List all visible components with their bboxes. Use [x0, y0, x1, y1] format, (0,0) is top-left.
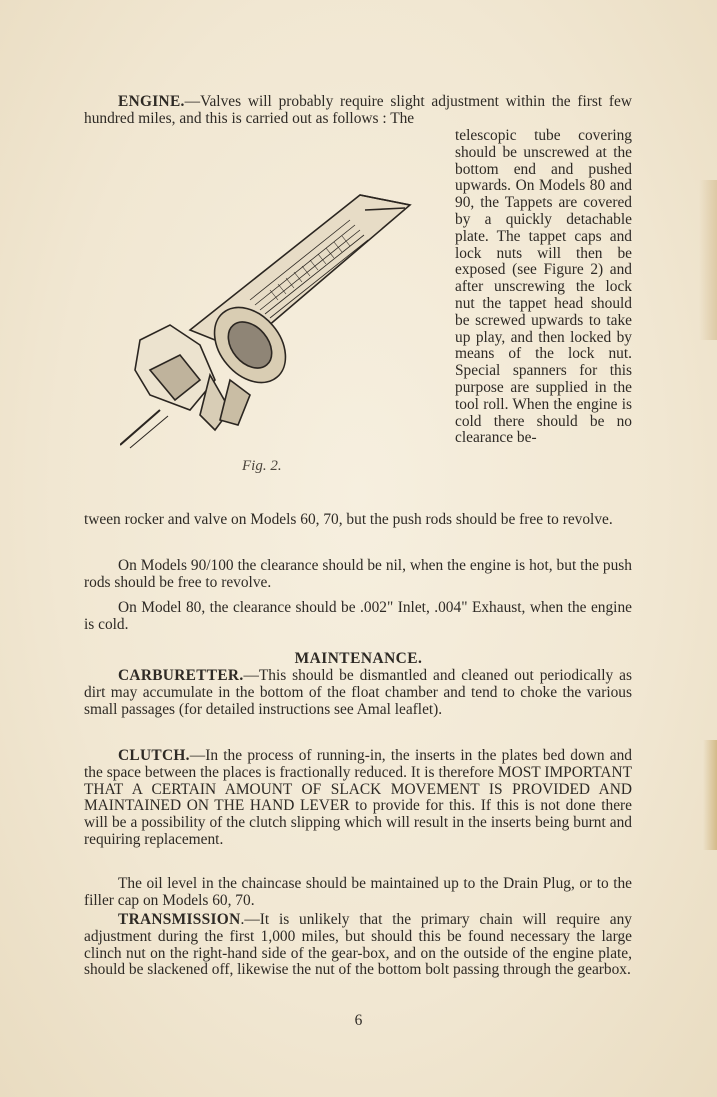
transmission-section — [84, 912, 632, 979]
clutch-text: —In the process of running-in, the inserts in the plates bed down and the space between the places is fractionally reduced. It is therefore MOST IMPORTANT THAT A CERTAIN AMOUNT OF SLACK MOVEMENT IS PROVIDED AND MAINTAINED ON THE HAND LEVER to provide for this. If this is not done there will be a possibility of the clutch slipping which will result in the inserts being burnt and requiring replacement. — [84, 747, 632, 848]
maintenance-title: MAINTENANCE. — [294, 650, 423, 667]
figure-caption: Fig. 2. — [242, 458, 282, 474]
carburetter-heading: CARBURETTER. — [118, 667, 244, 684]
clutch-para2 — [84, 876, 632, 910]
carburetter-section — [84, 668, 632, 718]
paper-stain — [699, 180, 717, 340]
engine-lead: —Valves will probably require slight adjustment within the first few hundred miles, and this is carried out as follows : The — [84, 93, 632, 127]
transmission-text: .—It is unlikely that the primary chain will require any adjustment during the first 1,000 miles, but should this be found necessary the large clinch nut on the right-hand side of the gear-box, and on the outside of the engine plate, should be slackened off, likewise the nut of the bottom bolt passing through the gearbox. — [84, 911, 632, 979]
engine-tail — [84, 512, 632, 529]
transmission-heading: TRANSMISSION — [118, 911, 241, 928]
engine-para2-text: On Models 90/100 the clearance should be nil, when the engine is hot, but the push rods should be free to revolve. — [84, 557, 632, 591]
clutch-section — [84, 748, 632, 849]
figure-tappet-illustration — [120, 180, 420, 450]
carburetter-text: —This should be dismantled and cleaned out periodically as dirt may accumulate in the bottom of the float chamber and tend to choke the various small passages (for detailed instructions see Amal leaflet). — [84, 667, 632, 718]
engine-para2 — [84, 558, 632, 592]
engine-heading: ENGINE. — [118, 93, 185, 110]
engine-wrap-text: telescopic tube covering should be unscrewed at the bottom end and pushed upwards. On Models 80 and 90, the Tappets are covered by a quickly detachable plate. The tappet caps and lock nuts will then be exposed (see Figure 2) and after unscrewing the lock nut the tappet head should be screwed upwards to take up play, and then locked by means of the lock nut. Special spanners for this purpose are supplied in the tool roll. When the engine is cold there should be no clearance be- — [455, 127, 632, 447]
paper-stain — [703, 740, 717, 850]
engine-intro — [84, 94, 632, 128]
engine-para3-text: On Model 80, the clearance should be .002" Inlet, .004" Exhaust, when the engine is cold. — [84, 599, 632, 633]
clutch-heading: CLUTCH. — [118, 747, 190, 764]
engine-tail-text: tween rocker and valve on Models 60, 70, but the push rods should be free to revolve. — [84, 511, 613, 528]
page-number: 6 — [354, 1012, 363, 1029]
engine-para3 — [84, 600, 632, 634]
clutch-para2-text: The oil level in the chaincase should be maintained up to the Drain Plug, or to the filler cap on Models 60, 70. — [84, 875, 632, 909]
